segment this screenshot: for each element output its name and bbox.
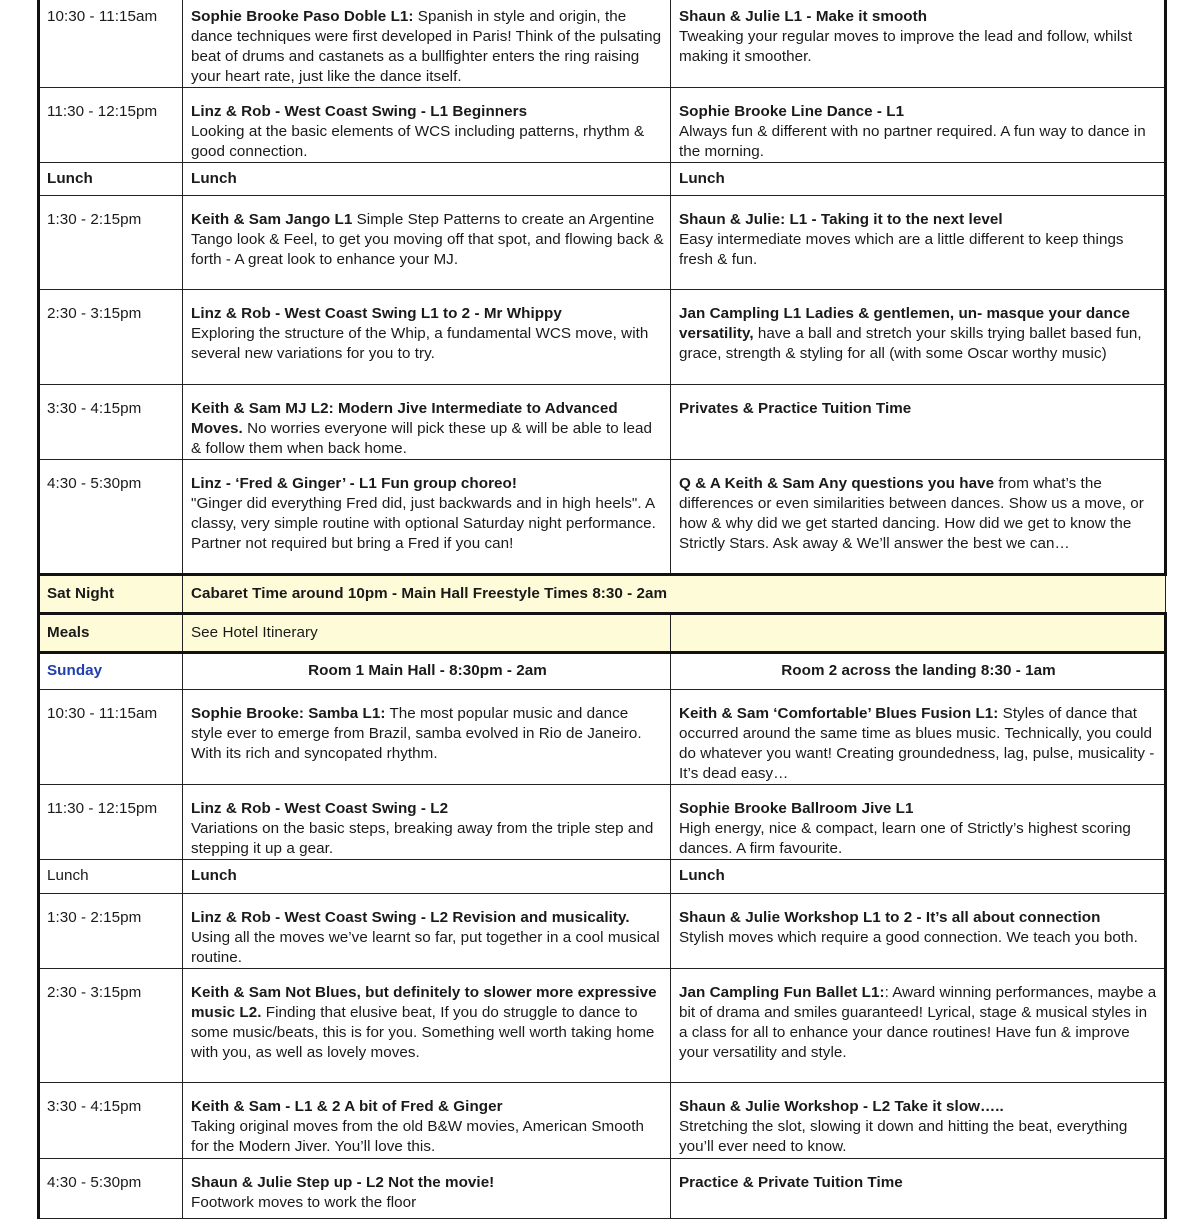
table-row [39,860,1166,894]
room1-cell [183,460,671,575]
session-description: Simple Step Patterns to create an Argentine Tango look & Feel, to get you moving off that spot, and flowing back & forth - A great look to enhance your MJ. [191,211,664,268]
room1-cell [183,1083,671,1159]
time-cell [39,88,183,163]
session-title: Keith & Sam Jango L1 [191,211,353,228]
table-row [39,163,1166,196]
session-title: Shaun & Julie: L1 - Taking it to the next level [679,211,1003,228]
room1-cell [183,290,671,385]
table-row [39,88,1166,163]
time-label: 4:30 - 5:30pm [47,475,142,492]
session-title: Shaun & Julie Step up - L2 Not the movie! [191,1174,495,1191]
room2-cell [671,1159,1166,1219]
session-description: No worries everyone will pick these up & will be able to lead & follow them when back home. [191,420,652,457]
session-title: Shaun & Julie Workshop L1 to 2 - It’s all about connection [679,909,1101,926]
session-title: Lunch [191,170,237,187]
session-title: Q & A Keith & Sam Any questions you have [679,475,995,492]
table-row [39,196,1166,290]
time-cell [39,1083,183,1159]
time-label: 3:30 - 4:15pm [47,1098,142,1115]
room1-cell [183,0,671,88]
time-cell [39,196,183,290]
session-title: Linz & Rob - West Coast Swing L1 to 2 - Mr Whippy [191,305,562,322]
day-label-text: Sunday [47,662,103,679]
time-cell [39,385,183,460]
sat-night-row [39,575,1166,614]
time-label: 1:30 - 2:15pm [47,909,142,926]
time-label: 10:30 - 11:15am [47,8,158,25]
schedule-table [37,0,1167,1219]
room2-cell [671,969,1166,1083]
session-title: Sophie Brooke Line Dance - L1 [679,103,905,120]
time-label: 11:30 - 12:15pm [47,103,158,120]
session-description: Stylish moves which require a good connection. We teach you both. [679,929,1138,946]
table-row [39,894,1166,969]
session-title: Keith & Sam MJ L2: Modern Jive Intermediate to Advanced Moves. [191,400,618,437]
time-cell [39,785,183,860]
session-title: Sophie Brooke Paso Doble L1: [191,8,414,25]
meals-value: See Hotel Itinerary [191,624,318,641]
session-description: Spanish in style and origin, the dance techniques were first developed in Paris! Think of the pulsating beat of drums and castanets as a bullfighter enters the ring raising your heart rate, just like the dance itself. [191,8,662,85]
time-cell [39,460,183,575]
session-description: Footwork moves to work the floor [191,1194,417,1211]
time-cell [39,290,183,385]
session-description: Using all the moves we’ve learnt so far, put together in a cool musical routine. [191,929,660,966]
room1-cell [183,690,671,785]
table-row [39,969,1166,1083]
room1-cell [183,163,671,196]
room2-cell [671,460,1166,575]
time-cell [39,1159,183,1219]
table-row [39,0,1166,88]
session-title: Linz - ‘Fred & Ginger’ - L1 Fun group choreo! [191,475,517,492]
session-description: Easy intermediate moves which are a little different to keep things fresh & fun. [679,231,1124,268]
time-label: 2:30 - 3:15pm [47,305,142,322]
session-description: "Ginger did everything Fred did, just backwards and in high heels". A classy, very simple routine with optional Saturday night performance. Partner not required but bring a Fred if you can! [191,495,656,552]
session-title: Sophie Brooke Ballroom Jive L1 [679,800,914,817]
room2-cell [671,88,1166,163]
sunday-header-row [39,653,1166,690]
room1-cell [183,88,671,163]
room2-cell [671,860,1166,894]
session-description: Styles of dance that occurred around the same time as blues music. Technically, you could do whatever you want! Creating groundedness, lag, pulse, musicality - It’s dead easy… [679,705,1155,782]
time-cell [39,0,183,88]
room1-cell [183,785,671,860]
room1-cell [183,385,671,460]
session-title: Linz & Rob - West Coast Swing - L2 [191,800,449,817]
room2-cell [671,196,1166,290]
session-title: Keith & Sam - L1 & 2 A bit of Fred & Ginger [191,1098,503,1115]
room2-cell [671,290,1166,385]
session-description: Looking at the basic elements of WCS including patterns, rhythm & good connection. [191,123,645,160]
row-label: Meals [47,624,90,641]
room2-header [671,653,1166,690]
time-label: Lunch [47,867,89,884]
session-title: Shaun & Julie Workshop - L2 Take it slow….. [679,1098,1004,1115]
session-description: Variations on the basic steps, breaking away from the triple step and stepping it up a gear. [191,820,654,857]
time-cell [39,969,183,1083]
time-label: 11:30 - 12:15pm [47,800,158,817]
session-description: Exploring the structure of the Whip, a fundamental WCS move, with several new variations for you to try. [191,325,649,362]
time-cell [39,690,183,785]
room2-cell [671,690,1166,785]
room2-cell [671,785,1166,860]
table-row [39,1083,1166,1159]
session-title: Keith & Sam ‘Comfortable’ Blues Fusion L1: [679,705,999,722]
sat-night-value: Cabaret Time around 10pm - Main Hall Freestyle Times 8:30 - 2am [191,585,668,602]
session-title: Linz & Rob - West Coast Swing - L1 Beginners [191,103,528,120]
room2-header-text: Room 2 across the landing 8:30 - 1am [781,662,1056,679]
room1-cell [183,969,671,1083]
time-label: 1:30 - 2:15pm [47,211,142,228]
session-title: Privates & Practice Tuition Time [679,400,912,417]
room1-cell [183,894,671,969]
time-cell [39,614,183,653]
session-title: Keith & Sam Not Blues, but definitely to slower more expressive music L2. [191,984,657,1021]
room2-cell [671,163,1166,196]
session-description: Stretching the slot, slowing it down and hitting the beat, everything you’ll ever need to know. [679,1118,1128,1155]
meals-text [183,614,671,653]
session-title: Jan Campling L1 Ladies & gentlemen, un- masque your dance versatility, [679,305,1130,342]
table-row [39,460,1166,575]
day-label [39,653,183,690]
time-label: 10:30 - 11:15am [47,705,158,722]
room1-cell [183,860,671,894]
session-title: Lunch [679,170,725,187]
table-row [39,385,1166,460]
row-label: Sat Night [47,585,115,602]
meals-row [39,614,1166,653]
time-cell [39,860,183,894]
room2-cell [671,0,1166,88]
session-description: The most popular music and dance style ever to emerge from Brazil, samba evolved in Rio de Janeiro. With its rich and syncopated rhythm. [191,705,642,762]
table-row [39,1159,1166,1219]
session-description: : Award winning performances, maybe a bit of drama and smiles guaranteed! Lyrical, stage & musical styles in a class for all to enhance your dance routines! Have fun & improve your versatility and style. [679,984,1157,1061]
session-description: from what’s the differences or even similarities between dances. Show us a move, or how & why did we get started dancing. How did we get to know the Strictly Stars. Ask away & We’ll answer the best we can… [679,475,1144,552]
session-title: Sophie Brooke: Samba L1: [191,705,386,722]
sat-night-text [183,575,1166,614]
room2-cell [671,894,1166,969]
room2-cell [671,1083,1166,1159]
room1-header [183,653,671,690]
time-cell [39,163,183,196]
time-label: 3:30 - 4:15pm [47,400,142,417]
time-label: 4:30 - 5:30pm [47,1174,142,1191]
session-title: Lunch [679,867,725,884]
table-row [39,785,1166,860]
time-cell [39,894,183,969]
session-title: Lunch [191,867,237,884]
table-row [39,690,1166,785]
time-label: Lunch [47,170,93,187]
room1-cell [183,1159,671,1219]
saturday-rows [39,0,1166,1219]
session-title: Practice & Private Tuition Time [679,1174,903,1191]
session-description: Finding that elusive beat, If you do struggle to dance to some music/beats, this is for you. Something well worth taking home with you, as well as lovely moves. [191,1004,655,1061]
time-label: 2:30 - 3:15pm [47,984,142,1001]
room2-cell [671,385,1166,460]
meals-empty [671,614,1166,653]
session-description: Taking original moves from the old B&W movies, American Smooth for the Modern Jiver. You’ll love this. [191,1118,644,1155]
session-title: Jan Campling Fun Ballet L1: [679,984,885,1001]
session-description: have a ball and stretch your skills trying ballet based fun, grace, strength & styling for all (with some Oscar worthy music) [679,325,1142,362]
room1-cell [183,196,671,290]
room1-header-text: Room 1 Main Hall - 8:30pm - 2am [308,662,547,679]
session-title: Linz & Rob - West Coast Swing - L2 Revision and musicality. [191,909,630,926]
session-title: Shaun & Julie L1 - Make it smooth [679,8,928,25]
session-description: Tweaking your regular moves to improve the lead and follow, whilst making it smoother. [679,28,1133,65]
session-description: Always fun & different with no partner required. A fun way to dance in the morning. [679,123,1146,160]
table-row [39,290,1166,385]
session-description: High energy, nice & compact, learn one of Strictly’s highest scoring dances. A firm favourite. [679,820,1131,857]
time-cell [39,575,183,614]
